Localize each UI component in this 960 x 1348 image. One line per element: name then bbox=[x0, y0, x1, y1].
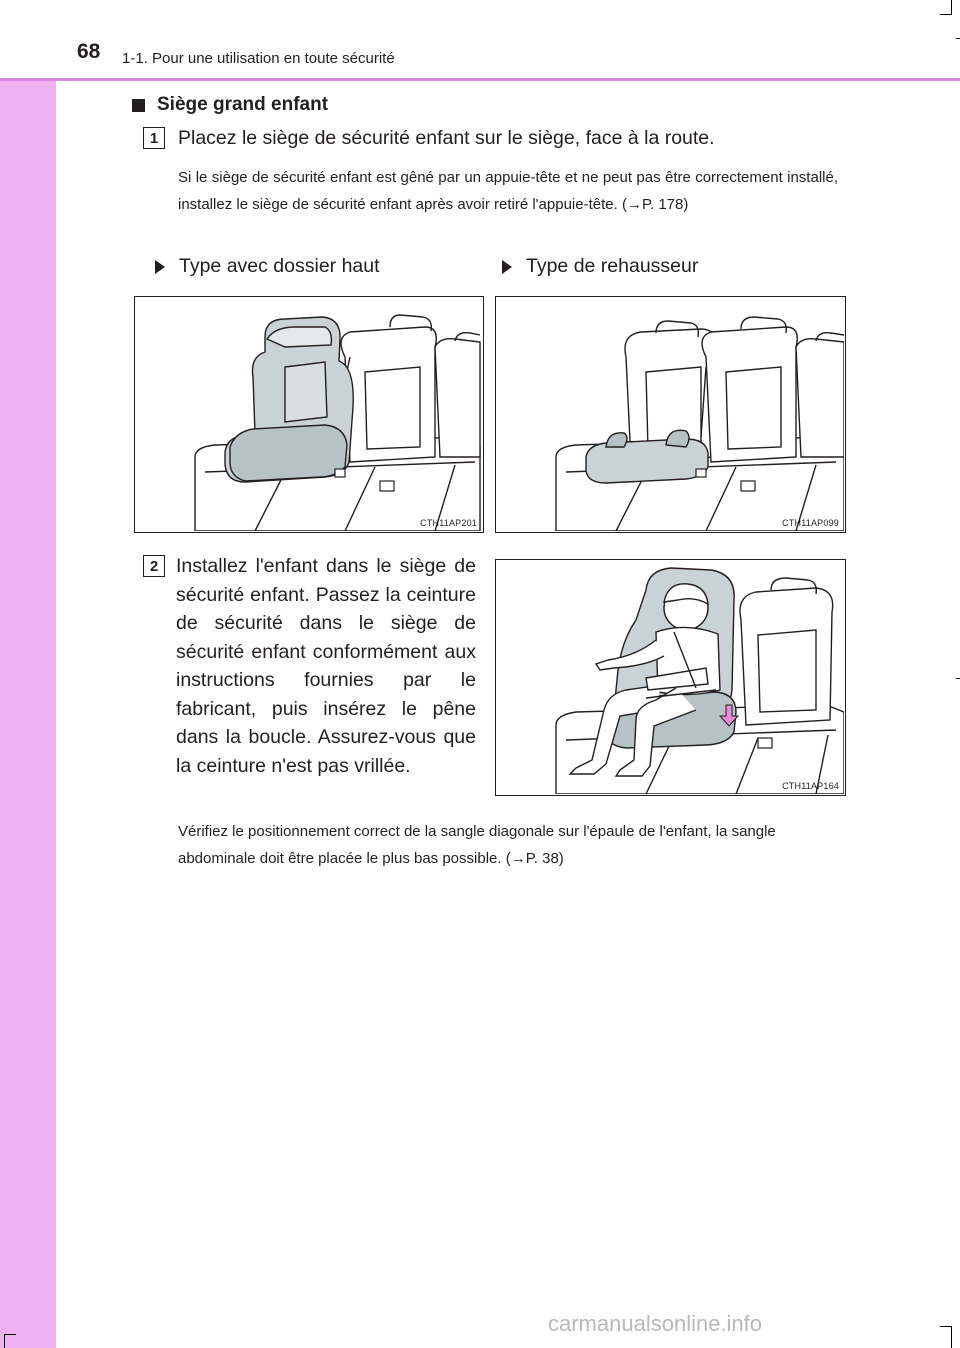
step-1-note: Si le siège de sécurité enfant est gêné par un appuie-tête et ne peut pas être correctement installé, installez le siège de sécurité enfant après avoir retiré l'appuie-tête. (→P. 178) bbox=[178, 169, 838, 213]
figure-high-back-seat bbox=[134, 296, 484, 533]
step-2-badge: 2 bbox=[143, 555, 165, 577]
header-section-title: 1-1. Pour une utilisation en toute sécurité bbox=[122, 50, 395, 67]
section-heading-text: Siège grand enfant bbox=[157, 94, 329, 115]
crop-mark bbox=[940, 14, 952, 15]
booster-seat-illustration bbox=[496, 297, 844, 531]
child-in-seat-illustration bbox=[496, 560, 844, 794]
crop-mark bbox=[956, 678, 960, 679]
crop-mark bbox=[951, 1326, 952, 1348]
crop-mark bbox=[4, 1334, 16, 1335]
crop-mark bbox=[951, 0, 952, 14]
step-1-text: Placez le siège de sécurité enfant sur le siège, face à la route. bbox=[178, 127, 715, 149]
section-heading bbox=[132, 94, 328, 116]
type-booster-label bbox=[502, 255, 698, 278]
figure-child-in-seat bbox=[495, 559, 846, 796]
triangle-bullet-icon bbox=[155, 260, 165, 274]
step-2-text: Installez l'enfant dans le siège de sécurité enfant. Passez la ceinture de sécurité dans le siège de sécurité enfant conformément aux instructions fournies par le fabricant, puis insérez le pêne dans la boucle. Assurez-vous que la ceinture n'est pas vrillée. bbox=[176, 555, 476, 777]
side-color-band bbox=[0, 0, 56, 1348]
step-2-note: Vérifiez le positionnement correct de la sangle diagonale sur l'épaule de l'enfant, la sangle abdominale doit être placée le plus bas possible. (→P. 38) bbox=[178, 823, 776, 867]
type-high-back-label bbox=[155, 255, 380, 278]
crop-mark bbox=[956, 38, 960, 39]
header-rule bbox=[0, 78, 960, 81]
figure-code: CTH11AP164 bbox=[782, 781, 839, 791]
triangle-bullet-icon bbox=[502, 260, 512, 274]
high-back-seat-illustration bbox=[135, 297, 482, 531]
watermark: carmanualsonline.info bbox=[548, 1311, 763, 1336]
crop-mark bbox=[940, 1326, 952, 1327]
figure-code: CTH11AP201 bbox=[420, 518, 477, 528]
figure-booster-seat bbox=[495, 296, 846, 533]
page-number: 68 bbox=[77, 40, 101, 63]
figure-code: CTH11AP099 bbox=[782, 518, 839, 528]
step-1-badge: 1 bbox=[143, 127, 165, 149]
square-bullet-icon bbox=[132, 99, 145, 112]
crop-mark bbox=[4, 1334, 5, 1348]
type-booster-text: Type de rehausseur bbox=[526, 255, 699, 277]
type-high-back-text: Type avec dossier haut bbox=[179, 255, 380, 277]
